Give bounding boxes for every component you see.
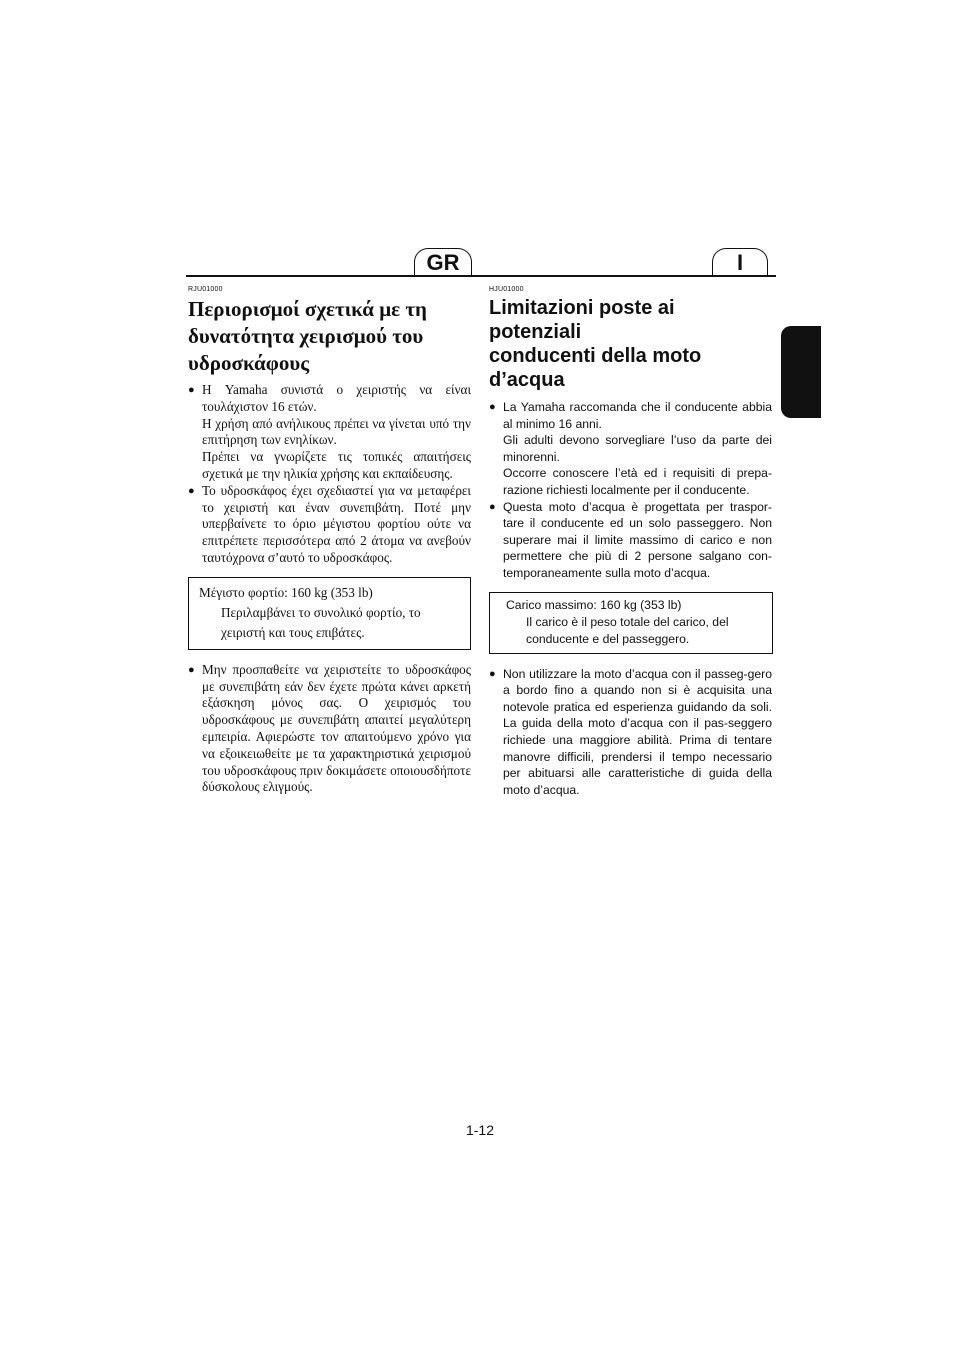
- max-load-note: Περιλαμβάνει το συνολικό φορτίο, το χειριστή και τους επιβάτες.: [221, 604, 421, 640]
- bullet-text: Η χρήση από ανήλικους πρέπει να γίνεται υπό την επιτήρηση των ενηλίκων.: [202, 415, 471, 448]
- title-line: Limitazioni poste ai potenziali: [489, 297, 675, 343]
- page-number: 1-12: [465, 1122, 495, 1138]
- bullet-icon: ●: [188, 484, 195, 497]
- header-rule: [186, 275, 776, 277]
- bullet-text: Η Yamaha συνιστά ο χειριστής να είναι τουλάχιστον 16 ετών.: [202, 382, 471, 414]
- bullet-text: Gli adulti devono sorvegliare l’uso da parte dei minorenni.: [503, 433, 772, 464]
- bullet-text: La Yamaha raccomanda che il conducente abbia al minimo 16 anni.: [503, 400, 772, 431]
- greek-column: [188, 286, 471, 796]
- section-code: RJU01000: [188, 286, 223, 293]
- bullet-item: [188, 382, 471, 483]
- bullet-icon: ●: [489, 401, 496, 413]
- max-load-value: Carico massimo: 160 kg (353 lb): [506, 597, 682, 612]
- title-line: δυνατότητα χειρισμού του: [188, 324, 424, 348]
- bullet-icon: ●: [489, 667, 496, 680]
- section-title: [489, 296, 772, 392]
- bullet-item: [188, 483, 471, 567]
- bullet-text: Μην προσπαθείτε να χειριστείτε το υδροσκάφος με συνεπιβάτη εάν δεν έχετε πρώτα κάνει αρκετή εξάσκηση μόνος σας. Ο χειρισμός του υδροσκάφους με συνεπιβάτη απαιτεί μεγαλύτερη εμπειρία. Αφιερώστε τον απαιτούμενο χρόνο για να εξοικειωθείτε με τα χαρακτηριστικά χειρισμού του υδροσκάφους πριν δοκιμάσετε οποιουσδήποτε δύσκολους ελιγμούς.: [202, 661, 471, 795]
- section-code: HJU01000: [489, 286, 524, 293]
- bullet-item: [489, 399, 772, 499]
- max-load-box: [188, 577, 471, 650]
- bullet-icon: ●: [188, 663, 195, 676]
- italian-column: [489, 286, 772, 798]
- bullet-item: [489, 499, 772, 582]
- max-load-value: Μέγιστο φορτίο: 160 kg (353 lb): [199, 584, 373, 600]
- bullet-text: Questa moto d’acqua è progettata per traspor-tare il conducente ed un solo passeggero. Non superare mai il limite massimo di carico e non permettere che più di 2 persone salgano con-temporaneamente sulla moto d’acqua.: [503, 499, 772, 580]
- bullet-text: Occorre conoscere l’età ed i requisiti di prepa-razione richiesti localmente per il conducente.: [503, 466, 772, 497]
- language-tab-italian: I: [712, 248, 768, 276]
- bullet-icon: ●: [489, 500, 496, 513]
- section-title: [188, 296, 471, 377]
- bullet-text: Το υδροσκάφος έχει σχεδιαστεί για να μεταφέρει το χειριστή και έναν συνεπιβάτη. Ποτέ μην υπερβαίνετε το όριο μέγιστου φορτίου ούτε να επιτρέπετε περισσότερα από 2 άτομα να ανεβούν ταυτόχρονα σ’αυτό το υδροσκάφος.: [202, 482, 471, 565]
- max-load-box: [489, 592, 773, 654]
- bullet-text: Non utilizzare la moto d’acqua con il passeg-gero a bordo fino a quando non si è acquisita una notevole pratica ed esperienza guidando da soli. La guida della moto d’acqua con il pas-seggero richiede una maggiore abilità. Prima di tentare manovre difficili, prendersi il tempo necessario per abituarsi alle caratteristiche di guida della moto d’acqua.: [503, 666, 772, 797]
- max-load-note: Il carico è il peso totale del carico, del conducente e del passeggero.: [526, 614, 729, 646]
- title-line: conducenti della moto d’acqua: [489, 345, 702, 391]
- section-side-tab: [781, 326, 821, 418]
- language-tab-greek: GR: [414, 248, 472, 276]
- title-line: Περιορισμοί σχετικά με τη: [188, 297, 427, 321]
- bullet-item: [188, 662, 471, 796]
- bullet-icon: ●: [188, 384, 195, 396]
- bullet-text: Πρέπει να γνωρίζετε τις τοπικές απαιτήσεις σχετικά με την ηλικία χρήσης και εκπαίδευσης.: [202, 449, 471, 481]
- bullet-item: [489, 666, 772, 799]
- title-line: υδροσκάφους: [188, 351, 310, 375]
